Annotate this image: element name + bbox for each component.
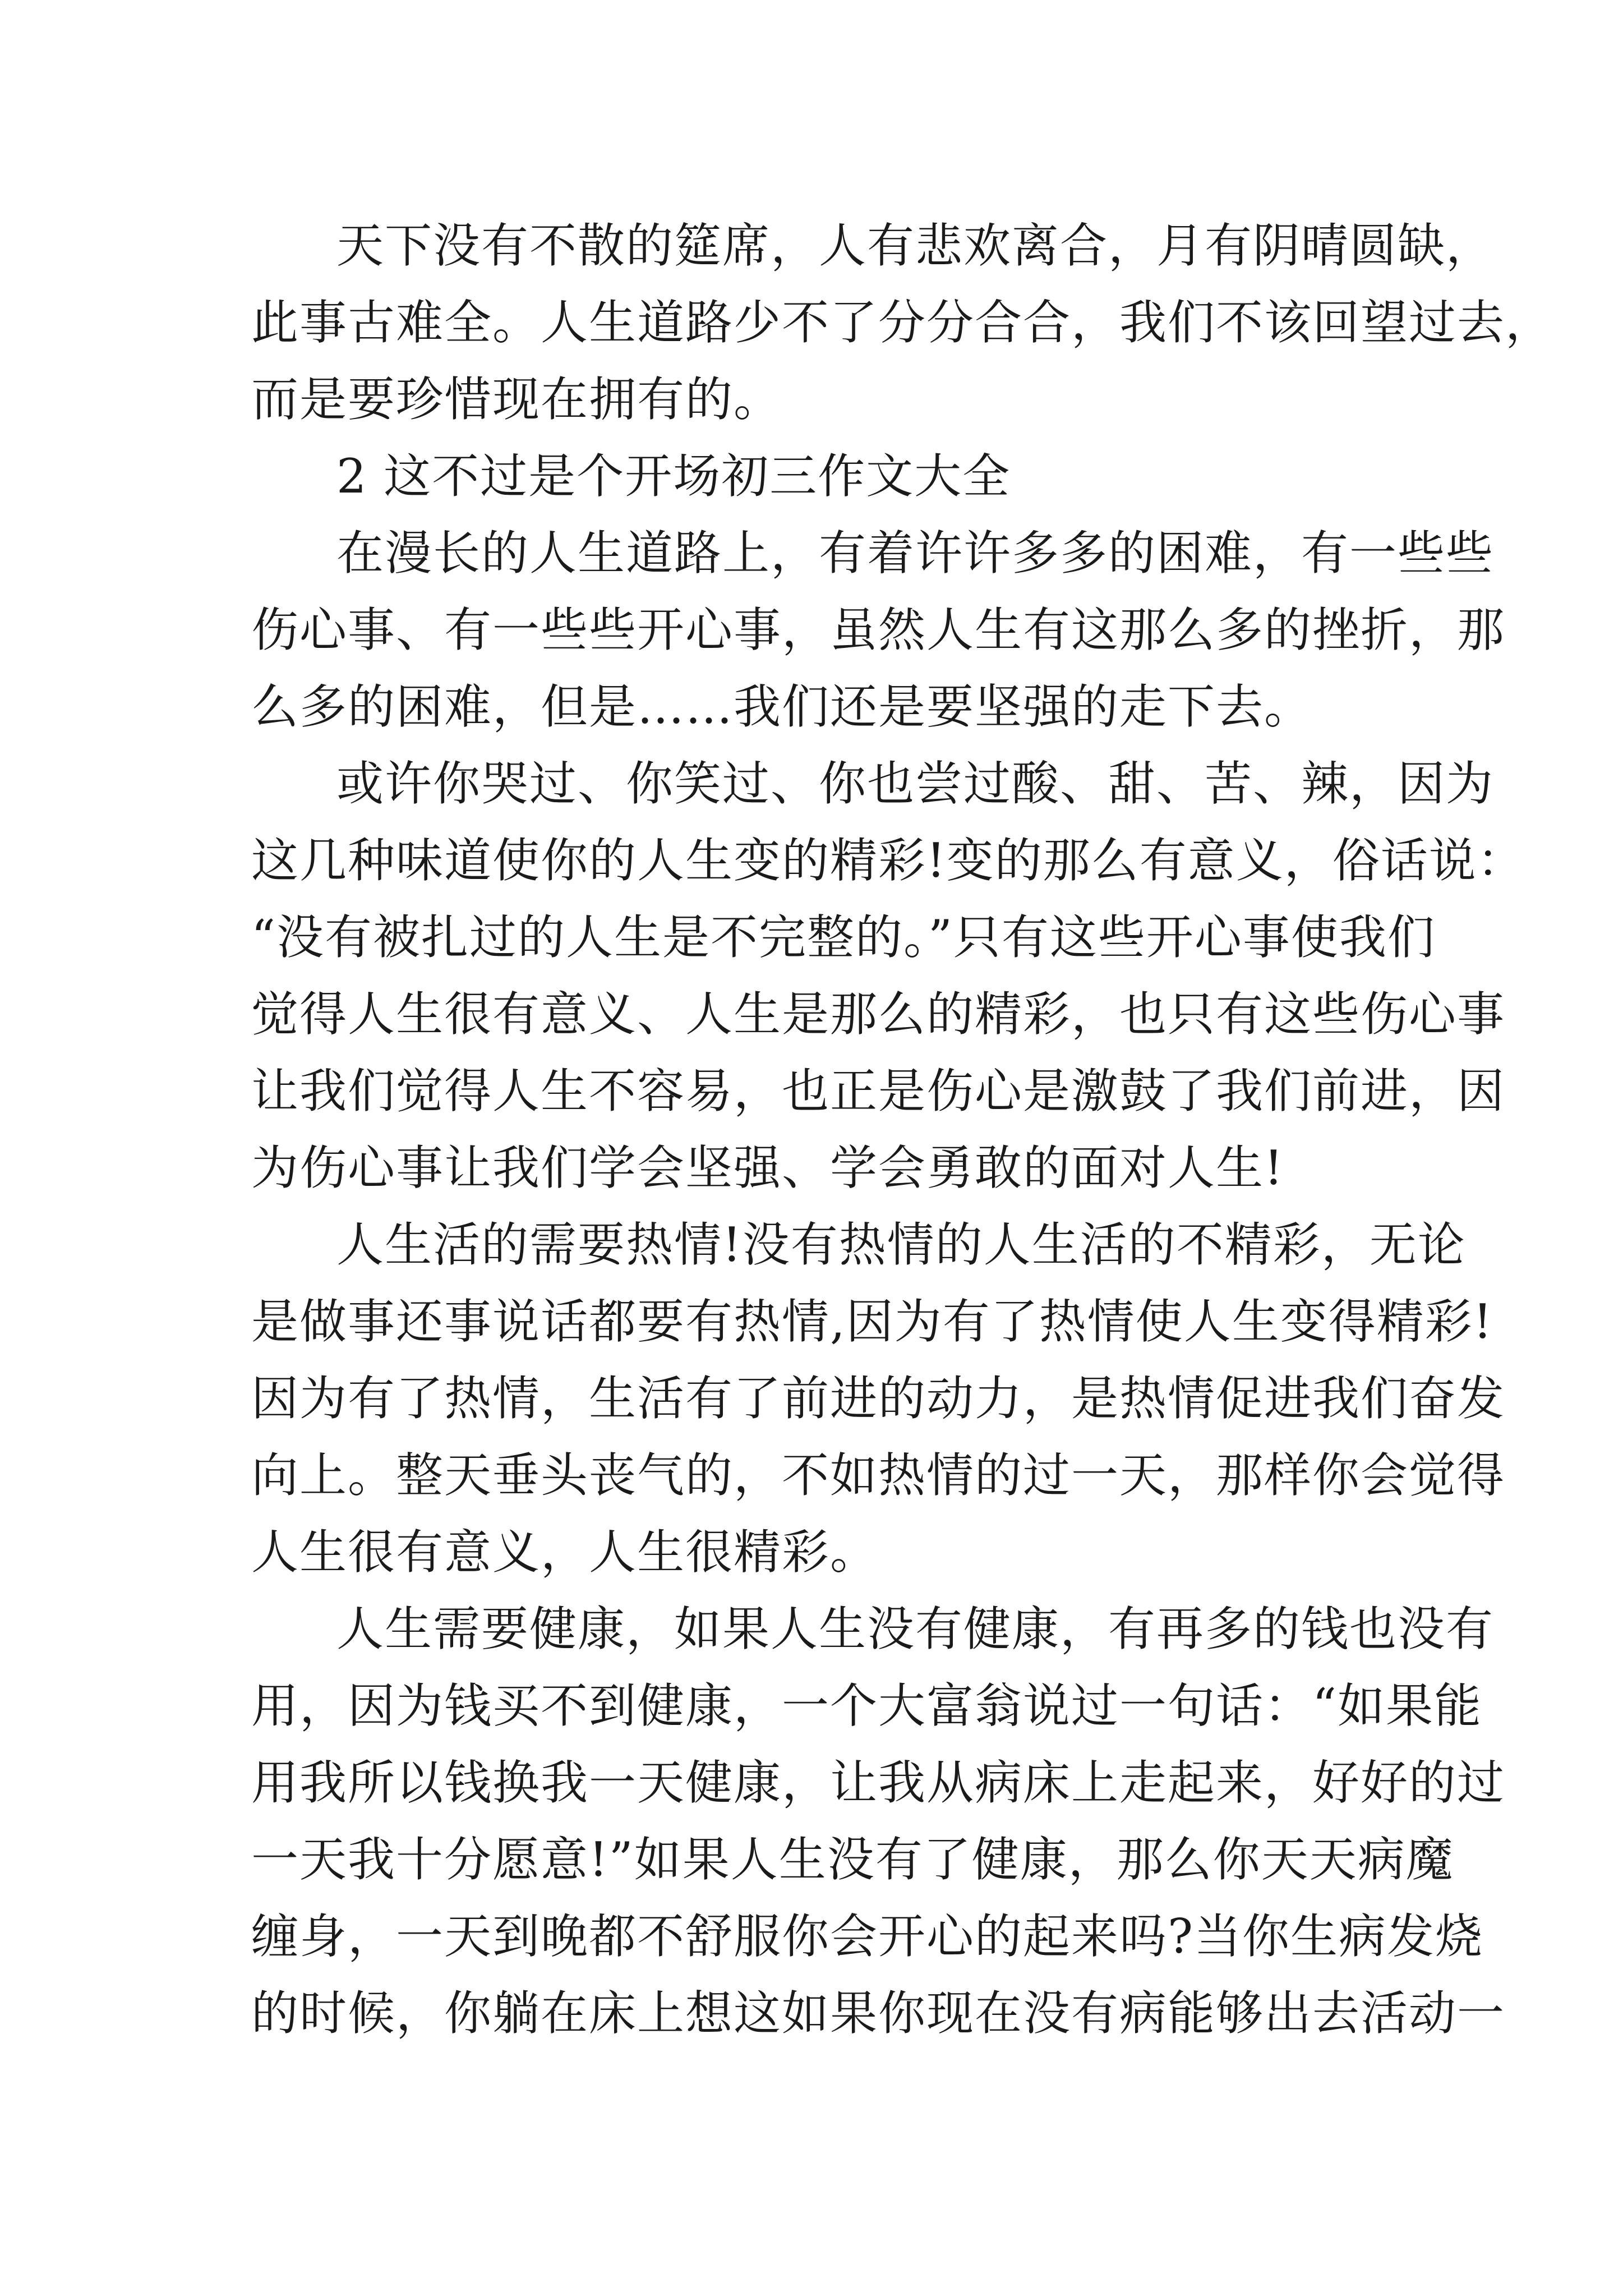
text-line: 用我所以钱换我一天健康，让我从病床上走起来，好好的过 [251,1755,1506,1810]
text-line: 让我们觉得人生不容易，也正是伤心是激鼓了我们前进，因 [251,1064,1506,1119]
section-heading: 2 这不过是个开场初三作文大全 [336,449,1011,504]
text-line: 用，因为钱买不到健康，一个大富翁说过一句话：“如果能 [251,1678,1482,1733]
text-line: 人生需要健康，如果人生没有健康，有再多的钱也没有 [336,1602,1495,1657]
text-line: 人生很有意义，人生很精彩。 [251,1525,879,1580]
text-line: 天下没有不散的筵席，人有悲欢离合，月有阴晴圆缺， [336,218,1495,273]
text-line: 觉得人生很有意义、人生是那么的精彩，也只有这些伤心事 [251,987,1506,1042]
document-body [251,208,1554,2052]
text-line: 一天我十分愿意!”如果人生没有了健康，那么你天天病魔 [251,1832,1454,1887]
text-line: 向上。整天垂头丧气的，不如热情的过一天，那样你会觉得 [251,1448,1506,1503]
text-line: 为伤心事让我们学会坚强、学会勇敢的面对人生! [251,1140,1284,1195]
text-line: 此事古难全。人生道路少不了分分合合，我们不该回望过去， [251,295,1554,350]
text-line: 这几种味道使你的人生变的精彩!变的那么有意义，俗话说： [251,833,1525,888]
text-line: 的时候，你躺在床上想这如果你现在没有病能够出去活动一 [251,1986,1506,2041]
text-line: 在漫长的人生道路上，有着许许多多的困难，有一些些 [336,526,1495,581]
text-line: 而是要珍惜现在拥有的。 [251,372,782,427]
text-line: 因为有了热情，生活有了前进的动力，是热情促进我们奋发 [251,1371,1506,1426]
text-line: 伤心事、有一些些开心事，虽然人生有这那么多的挫折，那 [251,602,1506,657]
text-line: 或许你哭过、你笑过、你也尝过酸、甜、苦、辣，因为 [336,756,1495,811]
text-line: “没有被扎过的人生是不完整的。”只有这些开心事使我们 [251,910,1436,965]
text-line: 人生活的需要热情!没有热情的人生活的不精彩，无论 [336,1217,1466,1272]
text-line: 缠身，一天到晚都不舒服你会开心的起来吗?当你生病发烧 [251,1909,1484,1964]
text-line: 么多的困难，但是……我们还是要坚强的走下去。 [251,679,1313,734]
text-line: 是做事还事说话都要有热情,因为有了热情使人生变得精彩! [251,1294,1493,1349]
